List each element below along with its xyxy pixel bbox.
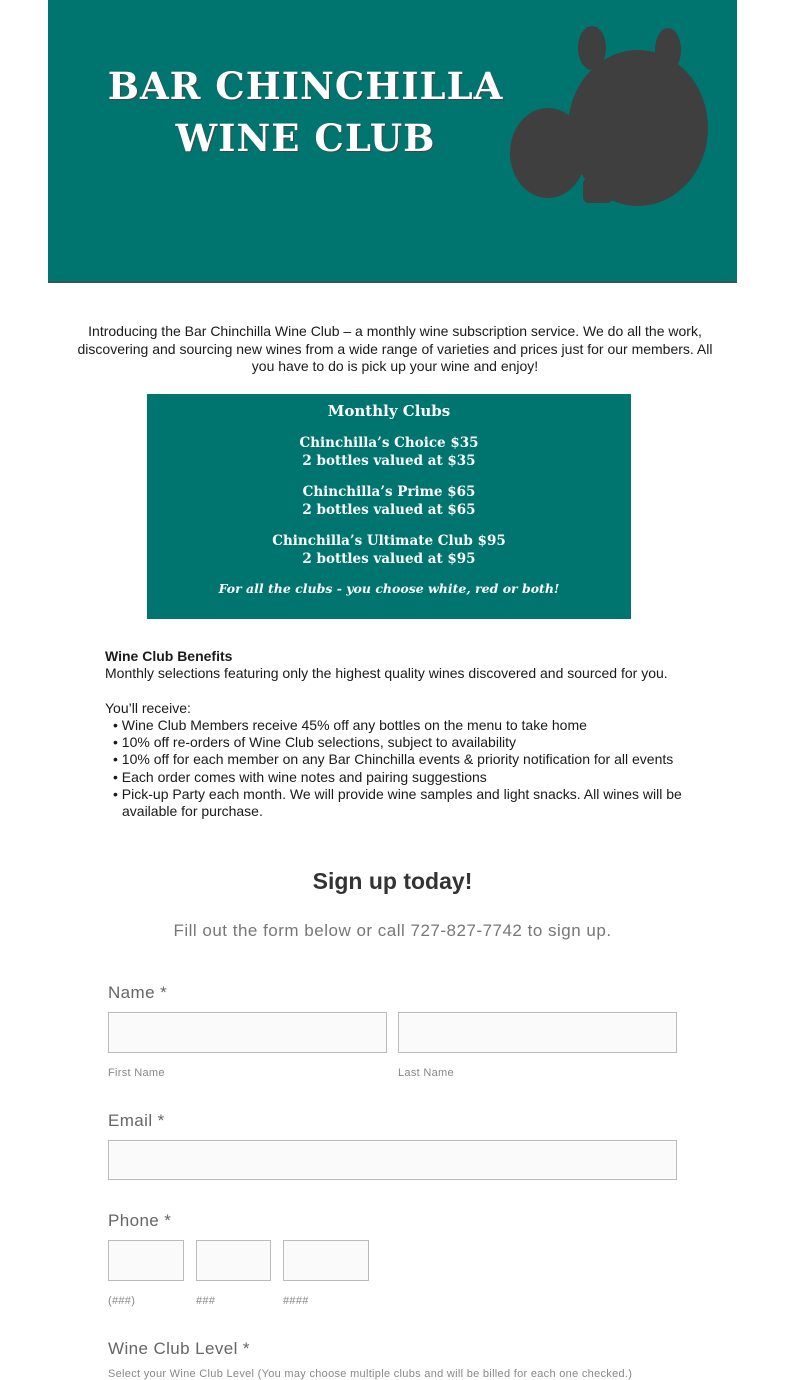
phone-line-input[interactable]: [283, 1240, 369, 1281]
banner-title-line1: BAR CHINCHILLA: [107, 64, 504, 108]
wine-club-level-help: Select your Wine Club Level (You may choose multiple clubs and will be billed for each one checked.): [108, 1368, 633, 1380]
benefit-item: • Wine Club Members receive 45% off any bottles on the menu to take home: [113, 716, 587, 733]
wine-club-level-label: Wine Club Level *: [108, 1339, 250, 1358]
email-input[interactable]: [108, 1140, 677, 1180]
club-name: Chinchilla’s Choice $35: [299, 435, 479, 451]
last-name-input[interactable]: [398, 1012, 677, 1053]
club-name: Chinchilla’s Prime $65: [302, 484, 476, 500]
signup-title: Sign up today!: [312, 868, 473, 894]
monthly-clubs-box: [147, 394, 631, 619]
phone-prefix-sublabel: ###: [196, 1295, 216, 1307]
phone-prefix-input[interactable]: [196, 1240, 271, 1281]
clubs-footer: For all the clubs - you choose white, red or both!: [218, 581, 560, 596]
phone-line-sublabel: ####: [283, 1295, 309, 1307]
clubs-heading: Monthly Clubs: [327, 402, 451, 420]
phone-area-input[interactable]: [108, 1240, 184, 1281]
benefits-section: [105, 648, 725, 821]
benefit-item: • 10% off re-orders of Wine Club selections, subject to availability: [113, 734, 517, 751]
club-item: [147, 435, 631, 470]
signup-subtitle: Fill out the form below or call 727-827-7742 to sign up.: [173, 921, 612, 940]
first-name-input[interactable]: [108, 1012, 387, 1053]
benefit-item: • 10% off for each member on any Bar Chinchilla events & priority notification for all events: [113, 751, 674, 768]
club-name: Chinchilla’s Ultimate Club $95: [272, 533, 506, 549]
benefit-item: • Each order comes with wine notes and pairing suggestions: [113, 768, 487, 785]
banner-image: [48, 0, 737, 283]
benefits-summary: Monthly selections featuring only the highest quality wines discovered and sourced for you.: [105, 665, 668, 682]
banner-title-line2: WINE CLUB: [175, 116, 436, 160]
phone-area-sublabel: (###): [108, 1295, 136, 1307]
club-detail: 2 bottles valued at $65: [302, 501, 476, 518]
name-label: Name *: [108, 983, 168, 1002]
club-item: [147, 533, 631, 568]
banner-title: [78, 60, 533, 164]
benefits-receive: You’ll receive:: [105, 699, 191, 716]
benefits-list: [105, 717, 725, 821]
intro-text: Introducing the Bar Chinchilla Wine Club – a monthly wine subscription service. We do all the work, discovering and sourcing new wines from a wide range of varieties and prices just for our members. All you have to do is pick up your wine and enjoy!: [77, 323, 713, 374]
first-name-sublabel: First Name: [108, 1067, 165, 1079]
chinchilla-silhouette-icon: [508, 18, 718, 208]
email-label: Email *: [108, 1111, 165, 1130]
last-name-sublabel: Last Name: [398, 1067, 454, 1079]
club-item: [147, 484, 631, 519]
phone-label: Phone *: [108, 1211, 172, 1230]
club-detail: 2 bottles valued at $35: [302, 452, 476, 469]
club-detail: 2 bottles valued at $95: [302, 550, 476, 567]
benefits-heading: Wine Club Benefits: [105, 648, 233, 664]
benefit-item: • Pick-up Party each month. We will provide wine samples and light snacks. All wines will be available for purchase.: [113, 786, 682, 820]
